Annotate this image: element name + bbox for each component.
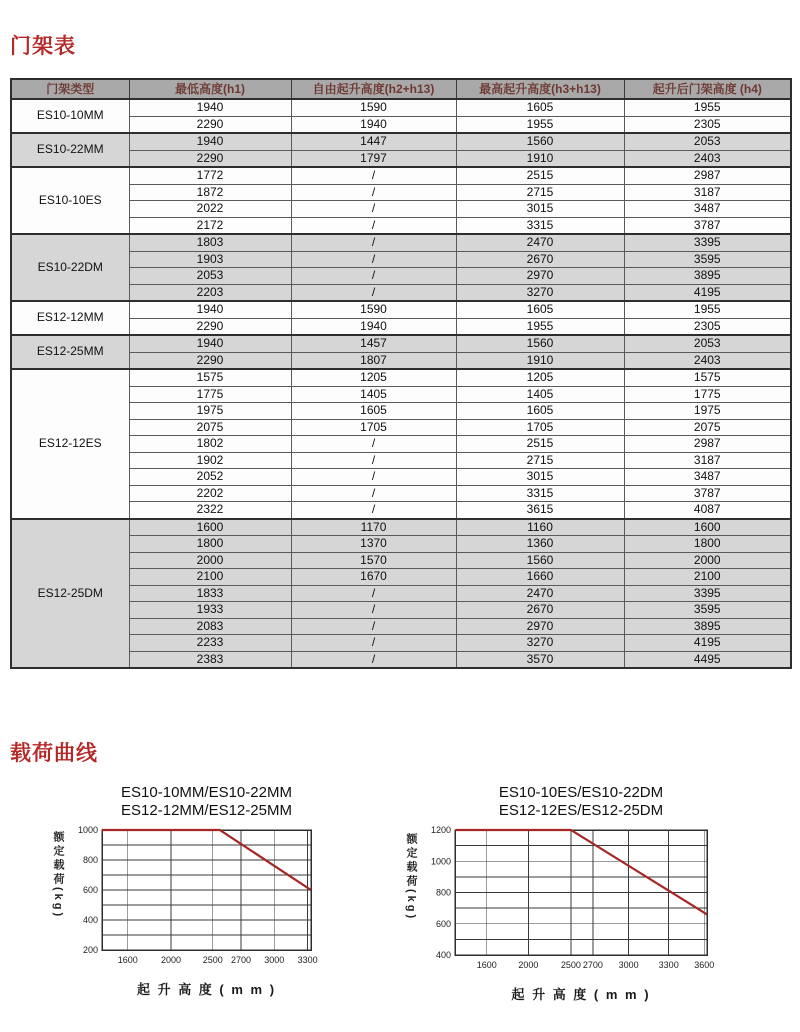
value-cell: / bbox=[291, 167, 456, 184]
grid bbox=[102, 830, 311, 950]
value-cell: 1575 bbox=[129, 369, 291, 386]
value-cell: 3270 bbox=[456, 284, 624, 301]
value-cell: 2515 bbox=[456, 436, 624, 453]
value-cell: 1903 bbox=[129, 251, 291, 268]
value-cell: / bbox=[291, 485, 456, 502]
svg-text:800: 800 bbox=[435, 887, 451, 898]
value-cell: / bbox=[291, 284, 456, 301]
value-cell: 1955 bbox=[456, 318, 624, 335]
value-cell: 3187 bbox=[624, 452, 791, 469]
value-cell: 1902 bbox=[129, 452, 291, 469]
value-cell: 4195 bbox=[624, 284, 791, 301]
svg-text:400: 400 bbox=[435, 950, 451, 960]
value-cell: 2053 bbox=[624, 335, 791, 352]
column-header: 起升后门架高度 (h4) bbox=[624, 79, 791, 99]
chart-title-line: ES10-10ES/ES10-22DM bbox=[498, 784, 664, 801]
y-tick-labels bbox=[78, 825, 98, 955]
value-cell: 1975 bbox=[624, 403, 791, 420]
value-cell: 3487 bbox=[624, 469, 791, 486]
value-cell: 3570 bbox=[456, 651, 624, 668]
column-header: 门架类型 bbox=[11, 79, 129, 99]
value-cell: 2100 bbox=[624, 569, 791, 586]
value-cell: 1360 bbox=[456, 536, 624, 553]
x-tick-labels bbox=[477, 960, 715, 970]
value-cell: 1560 bbox=[456, 335, 624, 352]
value-cell: / bbox=[291, 234, 456, 251]
svg-text:3300: 3300 bbox=[658, 960, 679, 970]
svg-text:3300: 3300 bbox=[297, 955, 318, 965]
value-cell: 1590 bbox=[291, 301, 456, 318]
value-cell: 3015 bbox=[456, 201, 624, 218]
value-cell: 2715 bbox=[456, 184, 624, 201]
value-cell: 1560 bbox=[456, 552, 624, 569]
value-cell: 2670 bbox=[456, 251, 624, 268]
value-cell: 2470 bbox=[456, 585, 624, 602]
mast-model-cell: ES12-25DM bbox=[11, 519, 129, 669]
value-cell: 2403 bbox=[624, 352, 791, 369]
value-cell: 1975 bbox=[129, 403, 291, 420]
value-cell: / bbox=[291, 469, 456, 486]
value-cell: 2383 bbox=[129, 651, 291, 668]
svg-text:2700: 2700 bbox=[230, 955, 252, 965]
value-cell: 1933 bbox=[129, 602, 291, 619]
svg-text:1000: 1000 bbox=[430, 856, 451, 867]
value-cell: 3787 bbox=[624, 217, 791, 234]
value-cell: 1955 bbox=[624, 301, 791, 318]
svg-text:1000: 1000 bbox=[77, 825, 98, 835]
value-cell: 2970 bbox=[456, 268, 624, 285]
value-cell: 2022 bbox=[129, 201, 291, 218]
value-cell: 1560 bbox=[456, 133, 624, 150]
value-cell: 1705 bbox=[456, 419, 624, 436]
chart-title bbox=[50, 784, 319, 820]
load-chart-mm bbox=[50, 784, 319, 1003]
value-cell: 1807 bbox=[291, 352, 456, 369]
value-cell: 3895 bbox=[624, 618, 791, 635]
mast-table-body bbox=[11, 99, 791, 668]
table-row bbox=[11, 133, 791, 150]
value-cell: 1940 bbox=[129, 335, 291, 352]
value-cell: 2290 bbox=[129, 116, 291, 133]
table-row bbox=[11, 99, 791, 116]
value-cell: 2403 bbox=[624, 150, 791, 167]
value-cell: 1775 bbox=[624, 386, 791, 403]
mast-table-head-row bbox=[11, 79, 791, 99]
value-cell: 1910 bbox=[456, 150, 624, 167]
load-curves-row bbox=[0, 784, 800, 1003]
value-cell: 1803 bbox=[129, 234, 291, 251]
chart-title-line: ES12-12ES/ES12-25DM bbox=[498, 802, 664, 819]
value-cell: 2172 bbox=[129, 217, 291, 234]
value-cell: 2100 bbox=[129, 569, 291, 586]
svg-text:2000: 2000 bbox=[518, 960, 539, 970]
value-cell: 2075 bbox=[624, 419, 791, 436]
value-cell: 1802 bbox=[129, 436, 291, 453]
value-cell: 3487 bbox=[624, 201, 791, 218]
mast-model-cell: ES12-25MM bbox=[11, 335, 129, 369]
value-cell: 2970 bbox=[456, 618, 624, 635]
value-cell: 1405 bbox=[291, 386, 456, 403]
value-cell: 4087 bbox=[624, 502, 791, 519]
svg-text:1600: 1600 bbox=[476, 960, 497, 970]
value-cell: / bbox=[291, 452, 456, 469]
value-cell: 2203 bbox=[129, 284, 291, 301]
value-cell: / bbox=[291, 651, 456, 668]
value-cell: 1910 bbox=[456, 352, 624, 369]
column-header: 最高起升高度(h3+h13) bbox=[456, 79, 624, 99]
chart-body bbox=[403, 824, 715, 972]
svg-text:2700: 2700 bbox=[582, 960, 603, 970]
value-cell: 1660 bbox=[456, 569, 624, 586]
value-cell: 1205 bbox=[291, 369, 456, 386]
svg-text:200: 200 bbox=[82, 945, 98, 955]
value-cell: 1940 bbox=[129, 99, 291, 116]
value-cell: 2987 bbox=[624, 167, 791, 184]
value-cell: 2233 bbox=[129, 635, 291, 652]
value-cell: 1447 bbox=[291, 133, 456, 150]
value-cell: / bbox=[291, 201, 456, 218]
value-cell: / bbox=[291, 436, 456, 453]
value-cell: 1940 bbox=[129, 133, 291, 150]
value-cell: 3595 bbox=[624, 251, 791, 268]
svg-text:3000: 3000 bbox=[618, 960, 639, 970]
table-row bbox=[11, 167, 791, 184]
load-chart-es-dm bbox=[403, 784, 715, 1003]
value-cell: 1575 bbox=[624, 369, 791, 386]
value-cell: 2305 bbox=[624, 318, 791, 335]
mast-table-title: 门架表 bbox=[10, 35, 76, 58]
value-cell: 2515 bbox=[456, 167, 624, 184]
value-cell: 3187 bbox=[624, 184, 791, 201]
y-axis-label: 额定载荷(kg) bbox=[52, 830, 64, 919]
mast-model-cell: ES10-22DM bbox=[11, 234, 129, 301]
load-chart-svg-1 bbox=[68, 824, 319, 967]
mast-model-cell: ES10-10ES bbox=[11, 167, 129, 234]
svg-text:400: 400 bbox=[82, 915, 98, 925]
value-cell: / bbox=[291, 184, 456, 201]
value-cell: 2470 bbox=[456, 234, 624, 251]
value-cell: 2290 bbox=[129, 150, 291, 167]
value-cell: 2987 bbox=[624, 436, 791, 453]
x-axis-label: 起 升 高 度 ( m m ) bbox=[511, 987, 651, 1002]
value-cell: 2075 bbox=[129, 419, 291, 436]
value-cell: 1940 bbox=[129, 301, 291, 318]
value-cell: 2305 bbox=[624, 116, 791, 133]
value-cell: 1955 bbox=[624, 99, 791, 116]
value-cell: 1800 bbox=[129, 536, 291, 553]
value-cell: 1457 bbox=[291, 335, 456, 352]
value-cell: 1872 bbox=[129, 184, 291, 201]
value-cell: / bbox=[291, 217, 456, 234]
value-cell: 1705 bbox=[291, 419, 456, 436]
value-cell: 1600 bbox=[624, 519, 791, 536]
value-cell: 1205 bbox=[456, 369, 624, 386]
value-cell: 2670 bbox=[456, 602, 624, 619]
value-cell: 2290 bbox=[129, 318, 291, 335]
mast-table bbox=[10, 78, 792, 669]
value-cell: / bbox=[291, 635, 456, 652]
load-chart-svg-2 bbox=[421, 824, 715, 972]
x-tick-labels bbox=[118, 955, 318, 965]
chart-title-line: ES10-10MM/ES10-22MM bbox=[121, 784, 292, 801]
value-cell: 1605 bbox=[456, 99, 624, 116]
value-cell: 1833 bbox=[129, 585, 291, 602]
value-cell: 2715 bbox=[456, 452, 624, 469]
svg-text:1200: 1200 bbox=[430, 825, 451, 835]
table-row bbox=[11, 369, 791, 386]
value-cell: / bbox=[291, 268, 456, 285]
value-cell: 1605 bbox=[291, 403, 456, 420]
value-cell: / bbox=[291, 602, 456, 619]
value-cell: 3395 bbox=[624, 234, 791, 251]
value-cell: 3595 bbox=[624, 602, 791, 619]
value-cell: 1797 bbox=[291, 150, 456, 167]
value-cell: 3787 bbox=[624, 485, 791, 502]
value-cell: 1405 bbox=[456, 386, 624, 403]
x-axis-label: 起 升 高 度 ( m m ) bbox=[136, 982, 277, 997]
chart-body bbox=[50, 824, 319, 967]
value-cell: 3315 bbox=[456, 217, 624, 234]
value-cell: / bbox=[291, 585, 456, 602]
value-cell: 1940 bbox=[291, 318, 456, 335]
chart-title-line: ES12-12MM/ES12-25MM bbox=[121, 802, 292, 819]
value-cell: 1605 bbox=[456, 301, 624, 318]
value-cell: / bbox=[291, 502, 456, 519]
value-cell: 2000 bbox=[129, 552, 291, 569]
svg-text:3600: 3600 bbox=[694, 960, 715, 970]
y-tick-labels bbox=[431, 825, 451, 960]
value-cell: 3895 bbox=[624, 268, 791, 285]
value-cell: 2053 bbox=[624, 133, 791, 150]
value-cell: 1570 bbox=[291, 552, 456, 569]
table-row bbox=[11, 519, 791, 536]
value-cell: 2290 bbox=[129, 352, 291, 369]
mast-model-cell: ES12-12ES bbox=[11, 369, 129, 519]
mast-model-cell: ES10-22MM bbox=[11, 133, 129, 167]
svg-text:2500: 2500 bbox=[560, 960, 581, 970]
table-row bbox=[11, 234, 791, 251]
value-cell: 2322 bbox=[129, 502, 291, 519]
value-cell: / bbox=[291, 618, 456, 635]
svg-text:600: 600 bbox=[435, 918, 451, 929]
grid bbox=[455, 830, 707, 955]
value-cell: 3015 bbox=[456, 469, 624, 486]
value-cell: 3615 bbox=[456, 502, 624, 519]
value-cell: 1590 bbox=[291, 99, 456, 116]
value-cell: 4195 bbox=[624, 635, 791, 652]
chart-title bbox=[403, 784, 715, 820]
column-header: 最低高度(h1) bbox=[129, 79, 291, 99]
value-cell: 1775 bbox=[129, 386, 291, 403]
mast-model-cell: ES10-10MM bbox=[11, 99, 129, 133]
table-row bbox=[11, 301, 791, 318]
value-cell: 1370 bbox=[291, 536, 456, 553]
svg-text:600: 600 bbox=[82, 885, 98, 895]
value-cell: 2202 bbox=[129, 485, 291, 502]
y-axis-label: 额定载荷(kg) bbox=[405, 833, 417, 922]
svg-text:800: 800 bbox=[82, 855, 98, 865]
value-cell: 4495 bbox=[624, 651, 791, 668]
value-cell: 2083 bbox=[129, 618, 291, 635]
svg-text:2500: 2500 bbox=[202, 955, 223, 965]
value-cell: 1772 bbox=[129, 167, 291, 184]
value-cell: 1955 bbox=[456, 116, 624, 133]
mast-model-cell: ES12-12MM bbox=[11, 301, 129, 335]
column-header: 自由起升高度(h2+h13) bbox=[291, 79, 456, 99]
value-cell: 1670 bbox=[291, 569, 456, 586]
value-cell: 3395 bbox=[624, 585, 791, 602]
value-cell: 1160 bbox=[456, 519, 624, 536]
value-cell: / bbox=[291, 251, 456, 268]
value-cell: 1605 bbox=[456, 403, 624, 420]
svg-text:3000: 3000 bbox=[264, 955, 285, 965]
value-cell: 1600 bbox=[129, 519, 291, 536]
load-curve bbox=[456, 830, 707, 914]
svg-text:2000: 2000 bbox=[160, 955, 181, 965]
value-cell: 1940 bbox=[291, 116, 456, 133]
value-cell: 1800 bbox=[624, 536, 791, 553]
value-cell: 3270 bbox=[456, 635, 624, 652]
table-row bbox=[11, 335, 791, 352]
value-cell: 3315 bbox=[456, 485, 624, 502]
value-cell: 2052 bbox=[129, 469, 291, 486]
svg-text:1600: 1600 bbox=[117, 955, 138, 965]
load-curve-title: 载荷曲线 bbox=[10, 742, 98, 765]
value-cell: 1170 bbox=[291, 519, 456, 536]
value-cell: 2053 bbox=[129, 268, 291, 285]
value-cell: 2000 bbox=[624, 552, 791, 569]
